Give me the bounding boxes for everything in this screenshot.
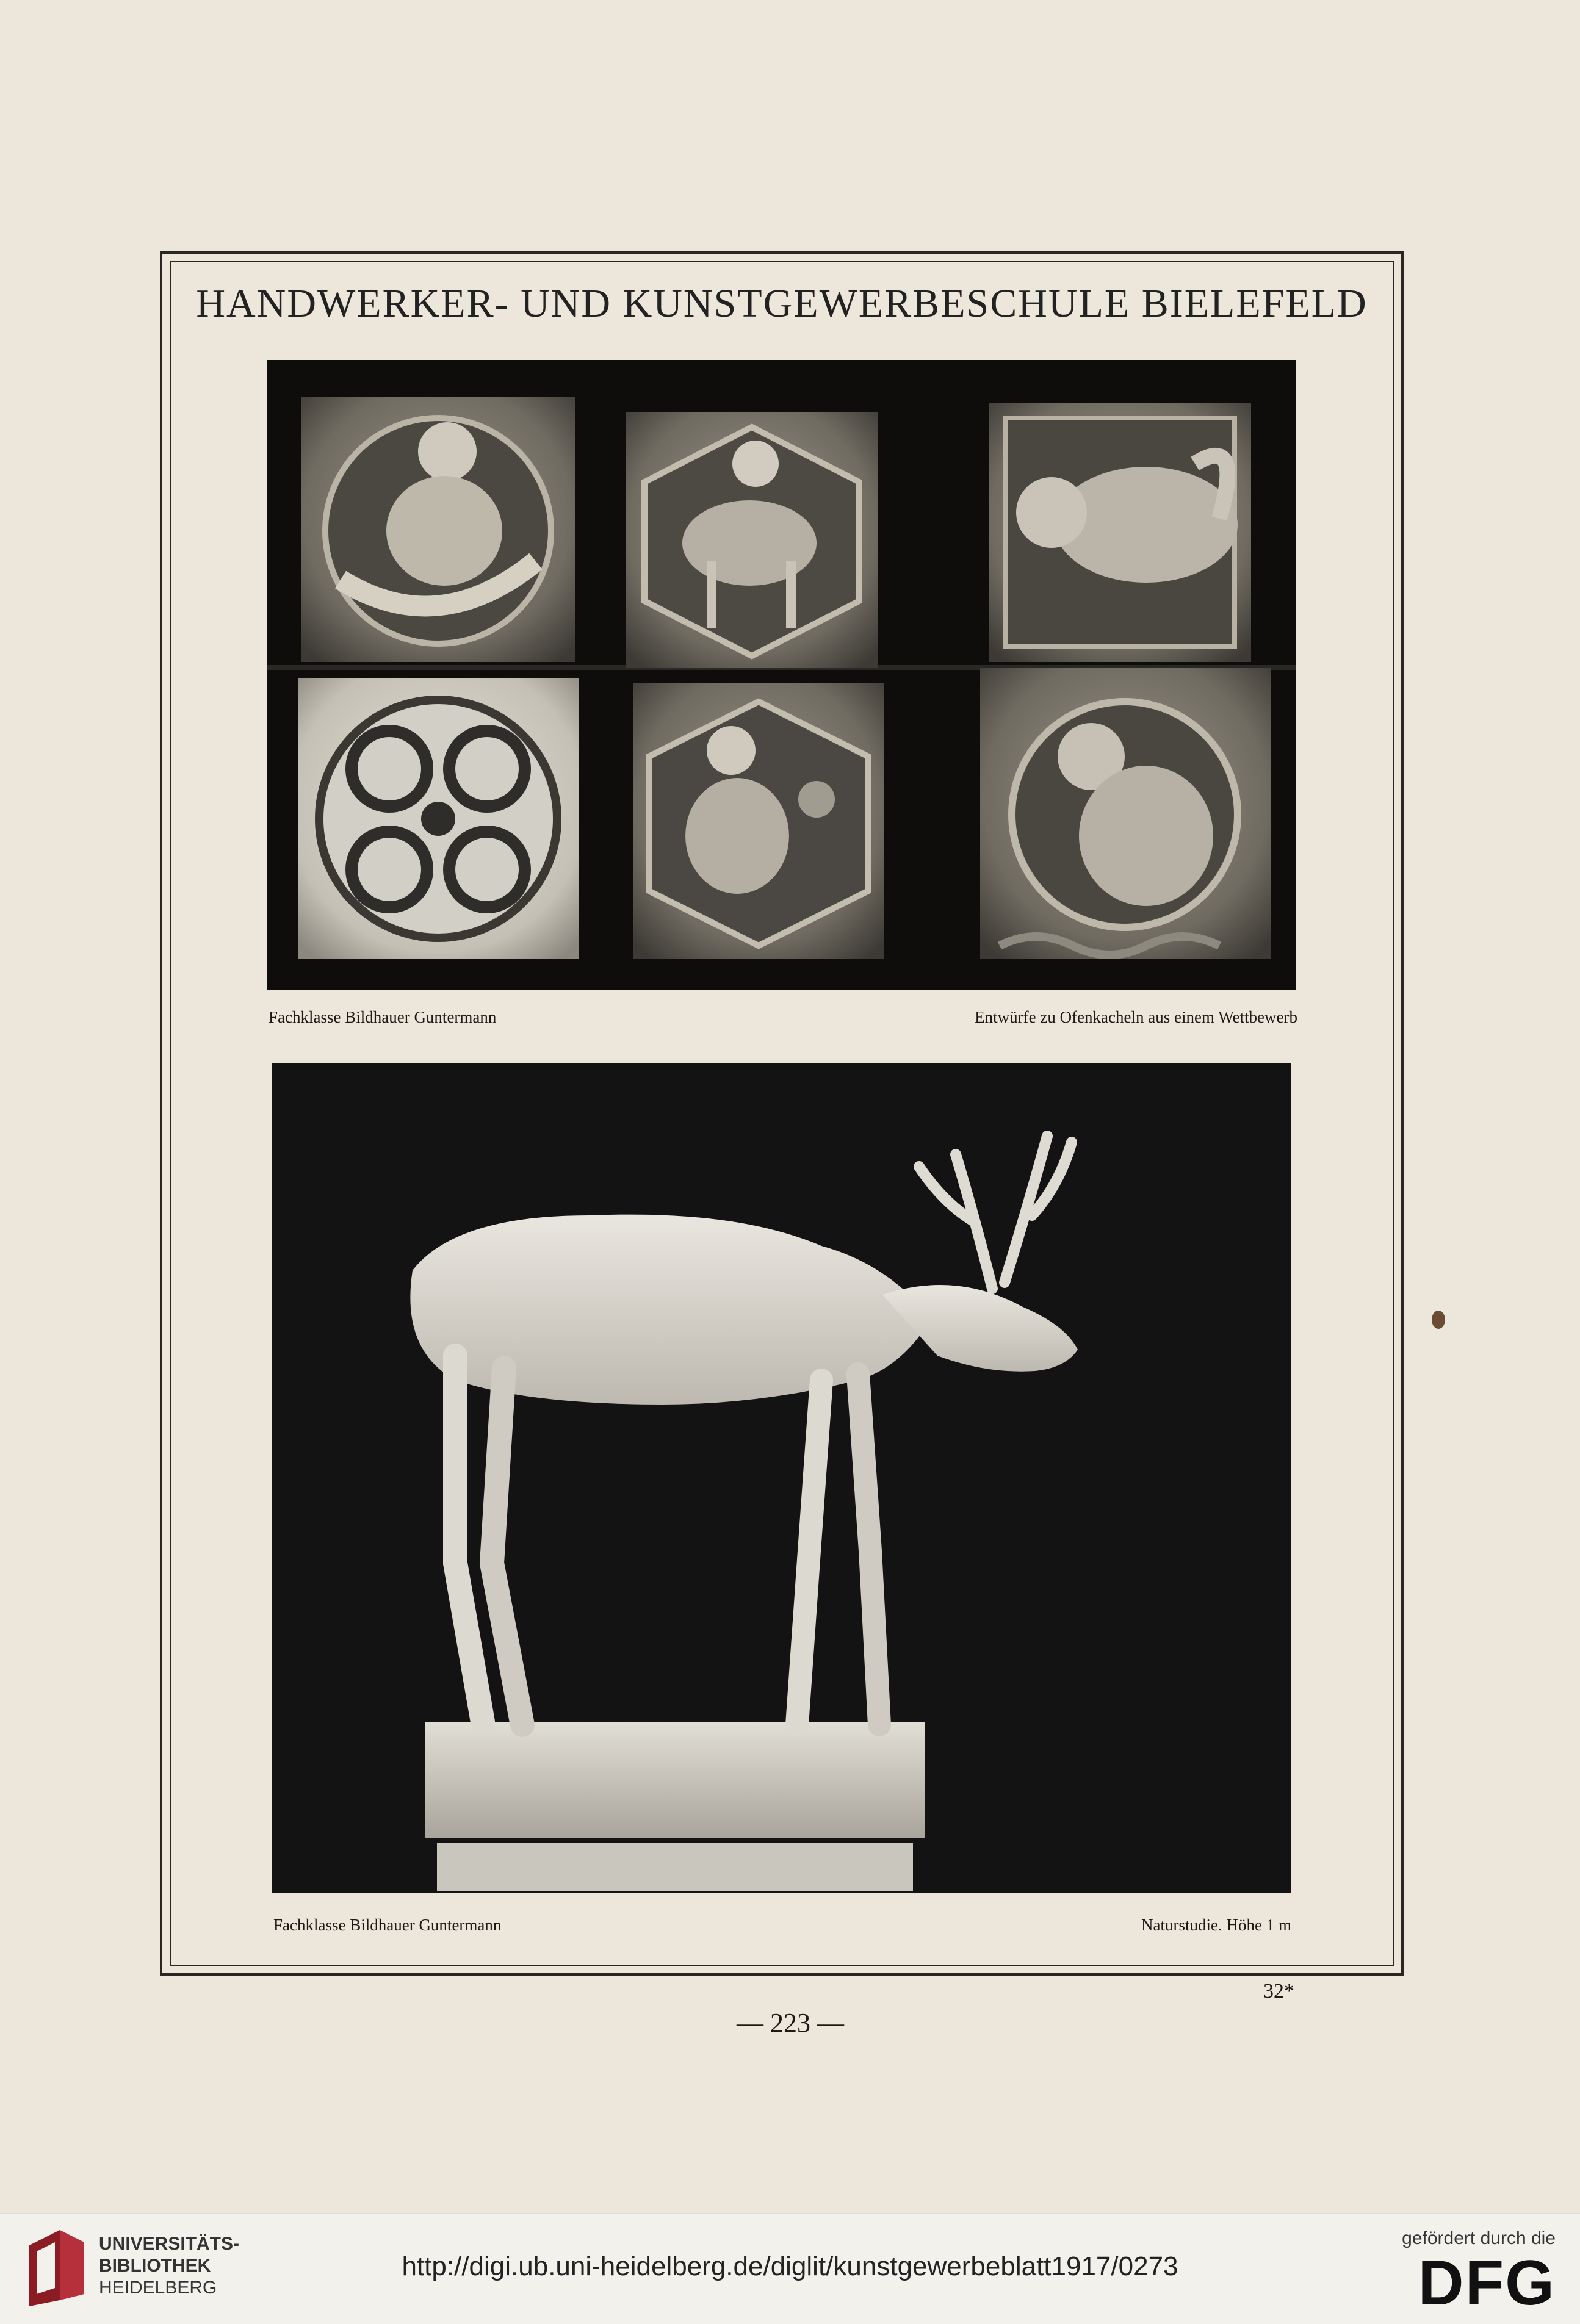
funding-caption: gefördert durch die: [1402, 2228, 1556, 2248]
deer-sculpture-photograph: [272, 1063, 1291, 1893]
library-name-line1: UNIVERSITÄTS-: [99, 2234, 240, 2254]
plate2-caption-right: Naturstudie. Höhe 1 m: [1141, 1916, 1291, 1934]
tile-spiral-ornament: [298, 678, 579, 959]
tile-monkey: [980, 668, 1271, 959]
page-number: — 223 —: [737, 2008, 844, 2038]
tile-cat: [989, 403, 1251, 662]
dfg-logo[interactable]: DFG: [1418, 2248, 1556, 2319]
tiles-photograph: [267, 360, 1296, 990]
paper-stain: [1432, 1311, 1445, 1329]
library-name-line3: HEIDELBERG: [99, 2278, 217, 2298]
plate1-caption-left: Fachklasse Bildhauer Guntermann: [269, 1008, 497, 1026]
page-title: HANDWERKER- UND KUNSTGEWERBESCHULE BIELEFELD: [196, 281, 1368, 326]
tile-cherub-fruit-hexagon: [633, 683, 884, 959]
tiles-illustration: [267, 360, 1296, 990]
deer-illustration: [272, 1063, 1291, 1893]
signature-mark: 32*: [1263, 1980, 1294, 2002]
tile-cherub-cornucopia: [301, 397, 575, 662]
plate1-caption-right: Entwürfe zu Ofenkacheln aus einem Wettbewerb: [975, 1008, 1297, 1026]
permalink-url[interactable]: http://digi.ub.uni-heidelberg.de/diglit/kunstgewerbeblatt1917/0273: [402, 2251, 1178, 2281]
tile-cherub-deer-hexagon: [626, 412, 878, 668]
library-name-line2: BIBLIOTHEK: [99, 2256, 211, 2276]
plate2-caption-left: Fachklasse Bildhauer Guntermann: [273, 1916, 502, 1934]
